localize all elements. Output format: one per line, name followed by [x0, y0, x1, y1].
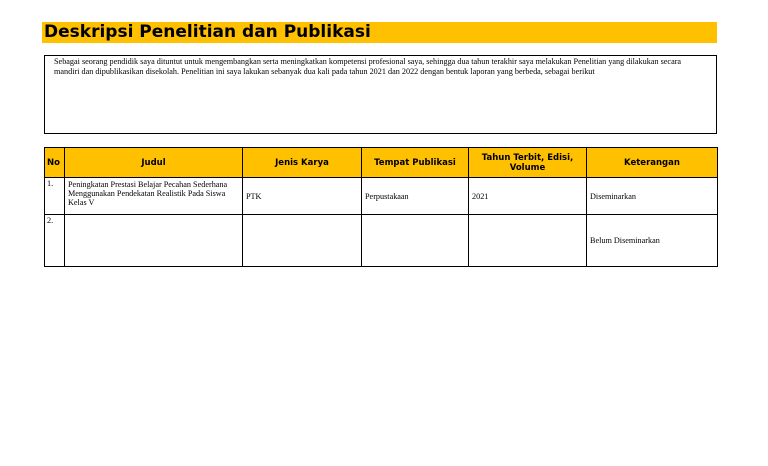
- header-keterangan: Keterangan: [587, 148, 718, 178]
- description-text: Sebagai seorang pendidik saya dituntut untuk mengembangkan serta meningkatkan kompetensi profesional saya, sehingga dua tahun terakhir saya melakukan Penelitian yang dilakukan secara mandiri dan dipublikasikan disekolah. Penelitian ini saya lakukan sebanyak dua kali pada tahun 2021 dan 2022 dengan bentuk laporan yang berbeda, sebagai berikut: [54, 57, 682, 76]
- publication-table: [44, 147, 718, 267]
- cell-no: 1.: [45, 178, 65, 215]
- cell-jenis-karya: [243, 215, 362, 267]
- description-box: [44, 55, 717, 134]
- header-tahun: Tahun Terbit, Edisi, Volume: [469, 148, 587, 178]
- cell-keterangan: Belum Diseminarkan: [587, 215, 718, 267]
- header-tempat-publikasi: Tempat Publikasi: [362, 148, 469, 178]
- cell-no: 2.: [45, 215, 65, 267]
- table-header-row: [45, 148, 718, 178]
- cell-jenis-karya: PTK: [243, 178, 362, 215]
- cell-keterangan: Diseminarkan: [587, 178, 718, 215]
- cell-tahun: [469, 215, 587, 267]
- table-row: [45, 215, 718, 267]
- table-row: [45, 178, 718, 215]
- header-jenis-karya: Jenis Karya: [243, 148, 362, 178]
- cell-tempat-publikasi: [362, 215, 469, 267]
- section-title: Deskripsi Penelitian dan Publikasi: [42, 22, 717, 43]
- cell-judul: Peningkatan Prestasi Belajar Pecahan Sederhana Menggunakan Pendekatan Realistik Pada Siswa Kelas V: [65, 178, 243, 215]
- header-judul: Judul: [65, 148, 243, 178]
- cell-judul: [65, 215, 243, 267]
- cell-tempat-publikasi: Perpustakaan: [362, 178, 469, 215]
- header-no: No: [45, 148, 65, 178]
- cell-tahun: 2021: [469, 178, 587, 215]
